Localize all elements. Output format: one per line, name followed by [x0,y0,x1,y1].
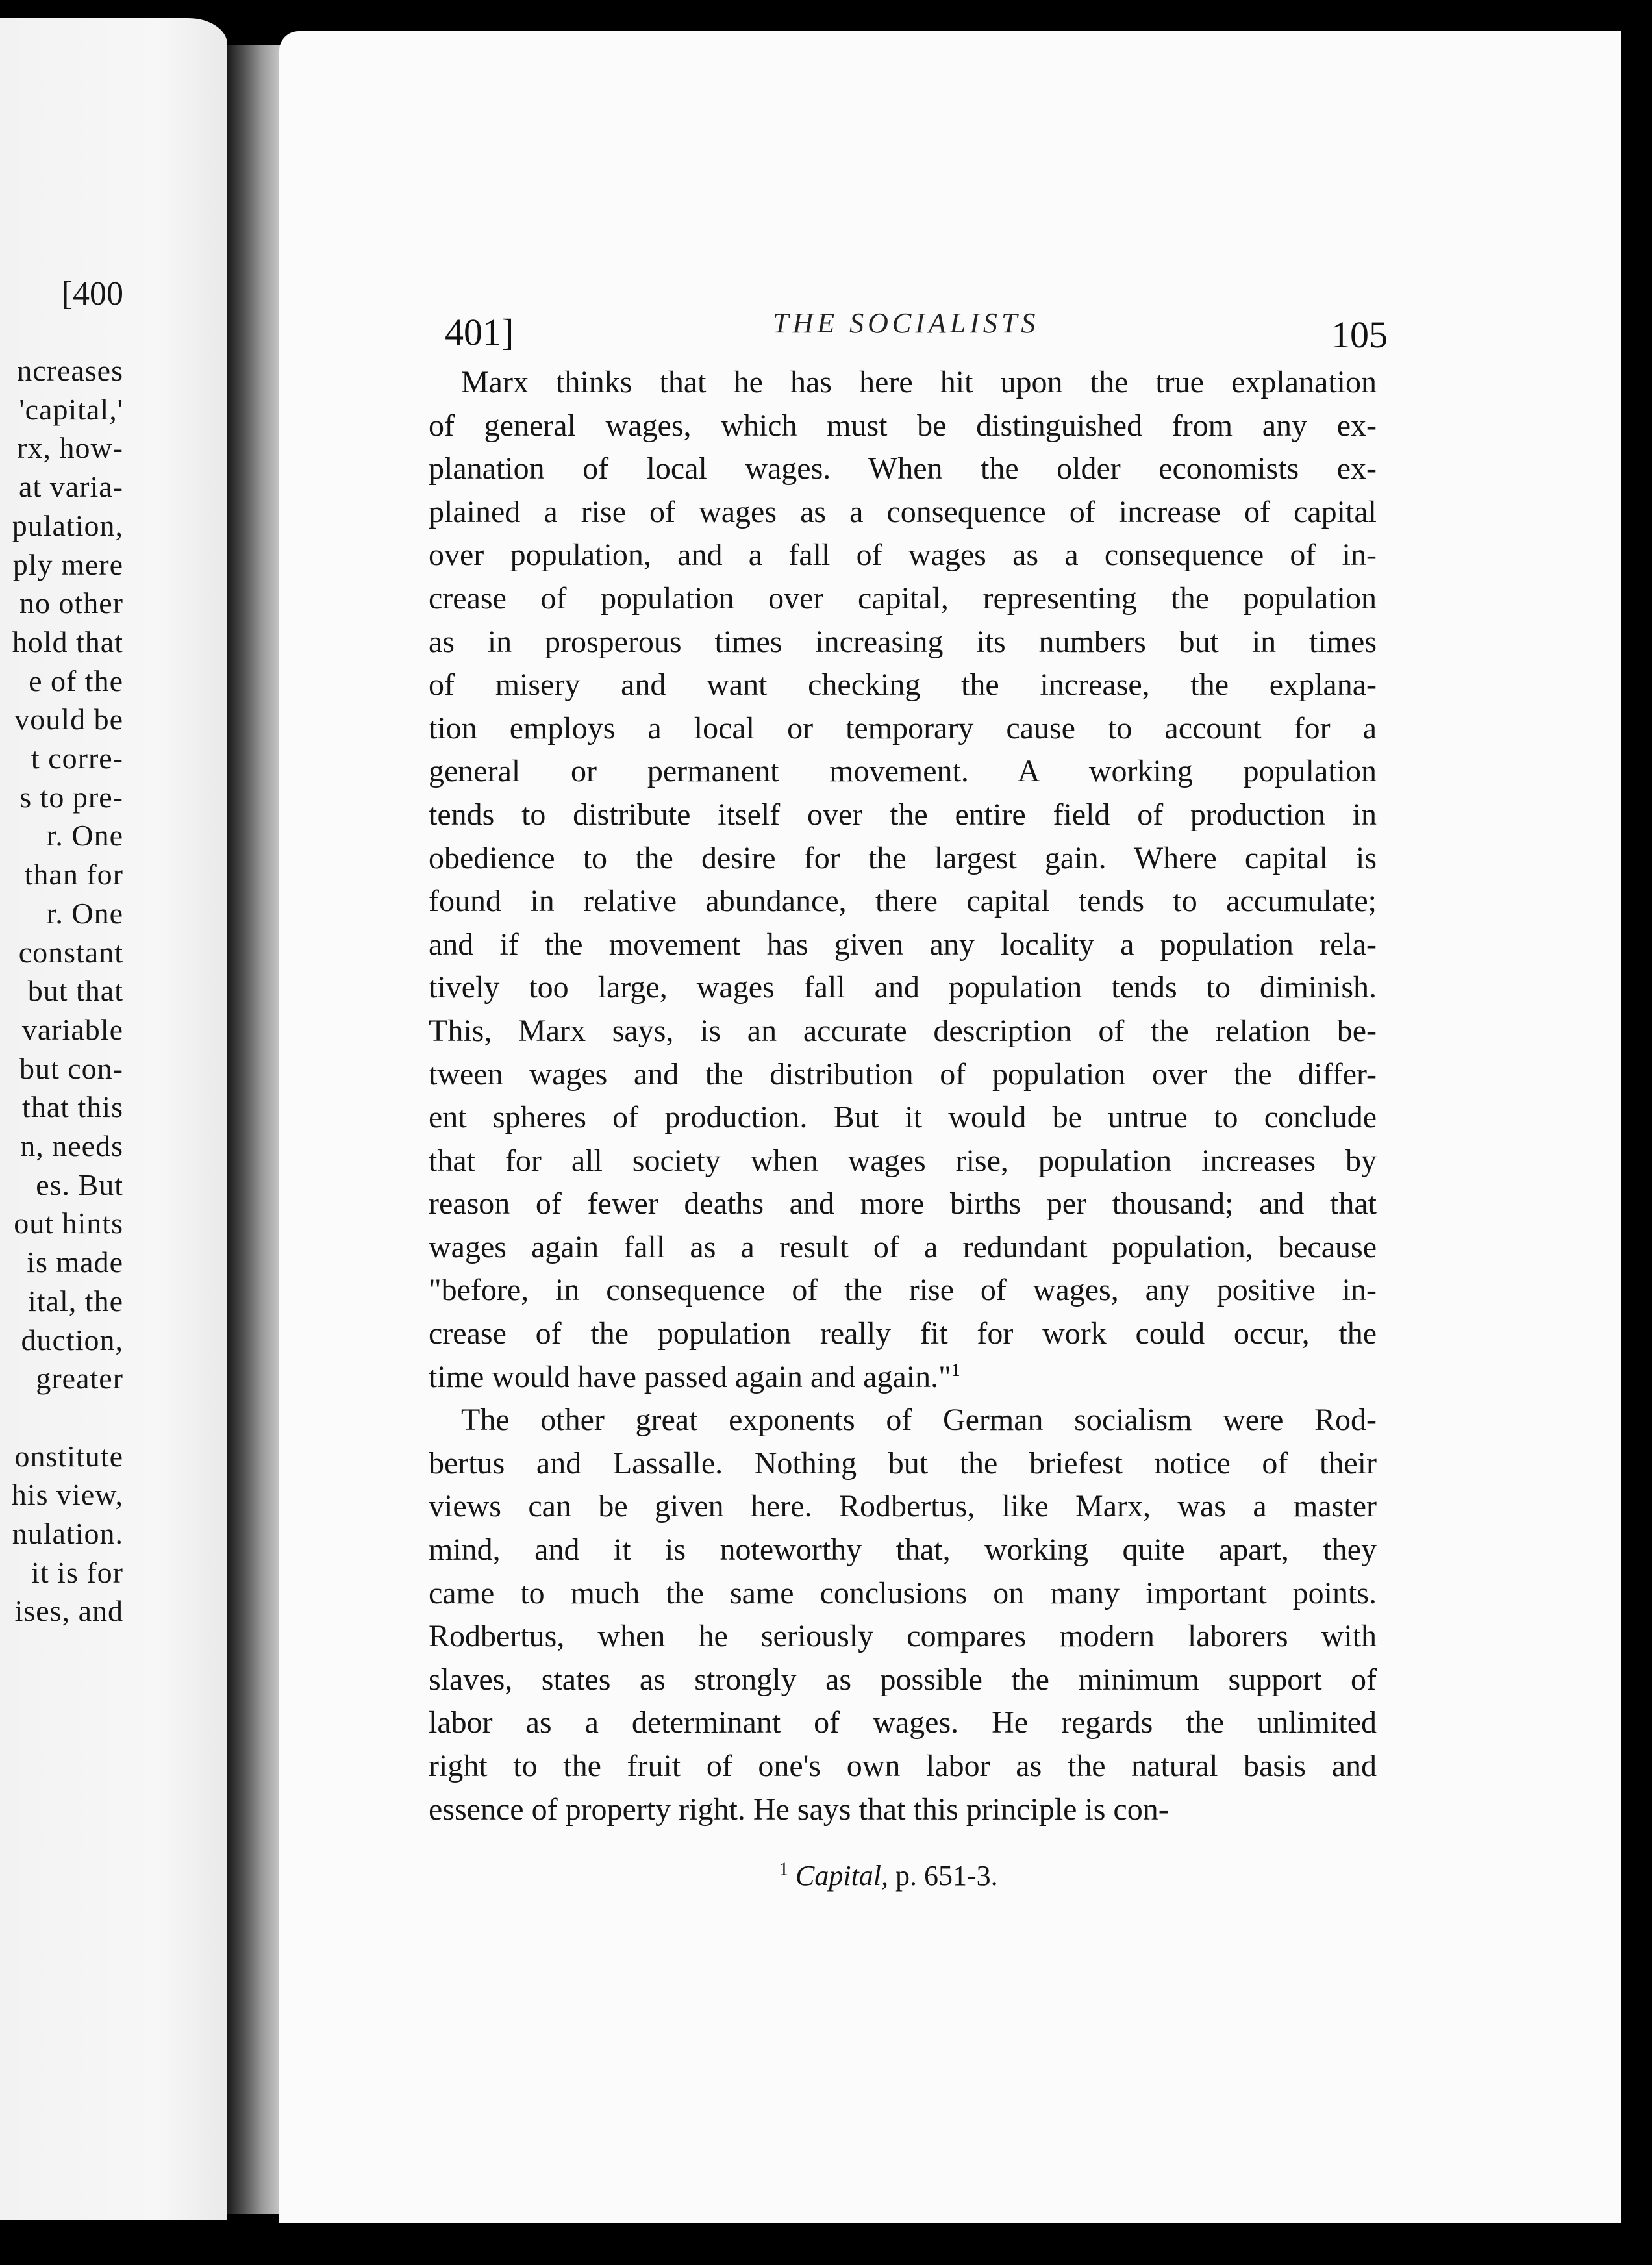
body-line-text: slaves, states as strongly as possible the minimum support of [429,1662,1377,1697]
body-line-text: that for all society when wages rise, population increases by [429,1143,1377,1178]
body-line [429,1788,1377,1832]
body-line-text: essence of property right. He says that this principle is con- [429,1792,1169,1827]
left-page-line: nulation. [12,1517,123,1550]
body-line-text: found in relative abundance, there capital tends to accumulate; [429,884,1377,919]
body-line [429,664,1377,707]
body-line [429,966,1377,1010]
left-page-fragment [0,18,227,2220]
left-page-line: hold that [12,625,123,658]
body-line [429,1658,1377,1702]
left-page-line: pulation, [12,508,123,542]
body-line-text: wages again fall as a result of a redundant population, because [429,1229,1377,1264]
body-line [429,1572,1377,1616]
left-page-line: greater [36,1362,123,1395]
body-line-text: This, Marx says, is an accurate description of the relation be- [429,1013,1377,1048]
body-line-text: right to the fruit of one's own labor as the natural basis and [429,1749,1377,1783]
body-line-text: and if the movement has given any locality a population rela- [429,927,1377,962]
body-line-text: "before, in consequence of the rise of wages, any positive in- [429,1273,1377,1308]
body-line [429,491,1377,534]
body-line-text: The other great exponents of German socialism were Rod- [461,1403,1377,1438]
body-line-text: tween wages and the distribution of population over the differ- [429,1057,1377,1092]
body-line-text: labor as a determinant of wages. He regards the unlimited [429,1705,1377,1740]
body-line-text: tively too large, wages fall and population tends to diminish. [429,970,1377,1005]
running-head-title: THE SOCIALISTS [773,307,1040,339]
body-line [429,880,1377,923]
body-line-text: plained a rise of wages as a consequence of increase of capital [429,494,1377,529]
body-line [429,621,1377,664]
left-page-line: n, needs [20,1129,123,1162]
body-line [429,1053,1377,1097]
body-line [429,1269,1377,1312]
body-line-text: time would have passed again and again." [429,1359,951,1394]
body-line-text: crease of the population really fit for work could occur, the [429,1316,1377,1351]
body-line-text: views can be given here. Rodbertus, like Marx, was a master [429,1489,1377,1524]
left-page-line: no other [19,586,123,620]
left-page-line: variable [21,1012,123,1046]
body-line [429,1183,1377,1226]
body-line-text: ent spheres of production. But it would be untrue to conclude [429,1100,1377,1135]
body-line [429,1140,1377,1183]
body-line [429,1226,1377,1270]
body-line [429,577,1377,621]
left-page-line: t corre- [31,742,123,775]
right-page [279,31,1621,2223]
folio-left: 401] [445,311,514,353]
left-page-folio: [400 [61,275,123,312]
body-line [429,1442,1377,1486]
footnote-pages: p. 651-3. [895,1860,998,1892]
body-line [429,707,1377,751]
body-line [429,447,1377,491]
left-page-line: ncreases [17,354,123,387]
body-line [429,1312,1377,1356]
left-page-line: duction, [21,1323,123,1357]
body-line-text: planation of local wages. When the older economists ex- [429,451,1377,486]
left-page-line: is made [27,1245,123,1279]
page-number: 105 [1331,314,1388,356]
body-line-text: crease of population over capital, representing the population [429,581,1377,616]
body-line [429,1096,1377,1140]
left-page-line: s to pre- [19,780,123,814]
body-line-text: bertus and Lassalle. Nothing but the briefest notice of their [429,1445,1377,1481]
left-page-line: rx, how- [17,431,123,465]
left-page-line: es. But [36,1168,123,1201]
body-line [429,1701,1377,1745]
left-page-line: vould be [14,703,123,736]
body-line-text: Marx thinks that he has here hit upon the true explanation [461,365,1377,399]
left-page-line: ply mere [12,547,123,581]
body-line [429,361,1377,405]
body-line [429,837,1377,881]
body-line-text: tion employs a local or temporary cause to account for a [429,710,1377,745]
left-page-line: out hints [14,1207,123,1240]
body-line-text: general or permanent movement. A working population [429,754,1377,789]
body-line [429,750,1377,794]
body-text [429,361,1377,1831]
body-line-text: tends to distribute itself over the entire field of production in [429,797,1377,832]
left-page-line: r. One [46,819,123,853]
body-line-text: of misery and want checking the increase, the explana- [429,668,1377,703]
left-page-line: it is for [31,1555,123,1589]
left-page-line: than for [24,858,123,892]
footnote-marker: 1 [779,1859,788,1880]
body-line [429,1529,1377,1572]
body-line-text: mind, and it is noteworthy that, working quite apart, they [429,1533,1377,1568]
left-page-line: but that [27,974,123,1008]
footnote-reference: 1 [951,1360,960,1381]
body-line-text: of general wages, which must be distinguished from any ex- [429,408,1377,443]
body-line-text: obedience to the desire for the largest gain. Where capital is [429,840,1377,875]
body-line [429,1745,1377,1788]
body-line-text: came to much the same conclusions on many important points. [429,1575,1377,1610]
body-line [429,1485,1377,1529]
body-line [429,405,1377,448]
left-page-line: 'capital,' [19,392,123,426]
body-line [429,1615,1377,1658]
body-line-text: Rodbertus, when he seriously compares modern laborers with [429,1619,1377,1654]
body-line [429,1356,1377,1399]
body-line-text: over population, and a fall of wages as a consequence of in- [429,538,1377,573]
left-page-line: ises, and [14,1594,123,1628]
running-head [279,304,1621,356]
left-page-line: but con- [19,1051,123,1085]
body-line [429,534,1377,577]
footnote [779,1859,998,1892]
left-page-line: his view, [11,1478,123,1512]
body-line [429,1399,1377,1442]
left-page-line: at varia- [19,470,123,504]
left-page-line: that this [22,1090,123,1124]
body-line [429,923,1377,967]
left-page-line: r. One [46,896,123,930]
body-line-text: as in prosperous times increasing its numbers but in times [429,624,1377,659]
footnote-source: Capital, [795,1860,889,1892]
body-line [429,794,1377,837]
body-line-text: reason of fewer deaths and more births per thousand; and that [429,1186,1377,1221]
left-page-line: e of the [29,664,123,697]
left-page-line: constant [18,935,123,969]
left-page-line: onstitute [14,1439,123,1473]
body-line [429,1010,1377,1053]
left-page-line: ital, the [28,1284,123,1318]
